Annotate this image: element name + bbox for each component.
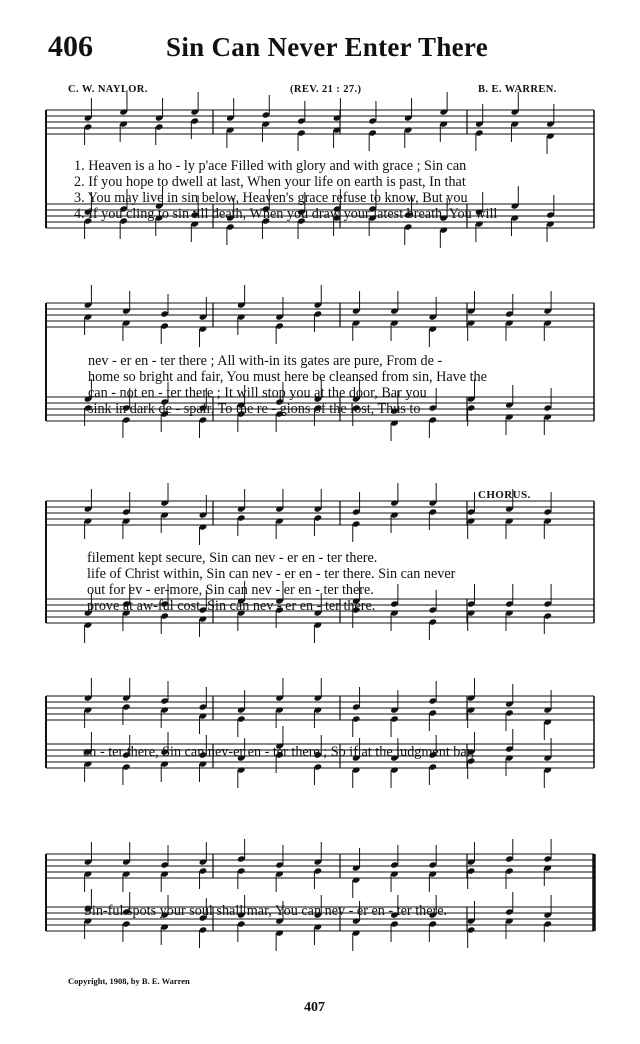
composer-credit: B. E. WARREN.: [478, 84, 557, 95]
system-1-verse-1: 1. Heaven is a ho - ly p'ace Filled with glory and with grace ; Sin can: [74, 158, 467, 174]
system-3-verse-2: life of Christ within, Sin can nev - er en - ter there. Sin can never: [87, 566, 456, 582]
system-1-verse-2: 2. If you hope to dwell at last, When your life on earth is past, In that: [74, 174, 466, 190]
system-3-verse-1: filement kept secure, Sin can nev - er en - ter there.: [87, 550, 378, 566]
hymn-number: 406: [48, 30, 93, 63]
system-5-chorus-line: Sin-ful spots your soul shall mar, You can nev - er en - ter there.: [84, 903, 448, 919]
system-4-chorus-line: en - ter there, Sin can nev-er en - ter there ; So if at the judgment bar,: [83, 744, 475, 760]
system-2-verse-3: can - not en - ter there ; It will stop you at the door, Bar you: [88, 385, 427, 401]
system-1-verse-3: 3. You may live in sin below, Heaven's grace refuse to know, But you: [74, 190, 468, 206]
system-2-verse-4: sink in dark de - spair, To the re - gions of the lost, Thus to: [88, 401, 421, 417]
system-2-verse-2: home so bright and fair, You must here be cleansed from sin, Have the: [88, 369, 487, 385]
page-number: 407: [304, 1000, 325, 1015]
scripture-reference: (REV. 21 : 27.): [290, 84, 362, 95]
system-2-verse-1: nev - er en - ter there ; All with-in its gates are pure, From de -: [88, 353, 443, 369]
copyright-notice: Copyright, 1908, by B. E. Warren: [68, 976, 190, 986]
system-3-verse-3: out for ev - er-more, Sin can nev - er en - ter there.: [87, 582, 374, 598]
hymn-title: Sin Can Never Enter There: [166, 32, 489, 62]
lyricist-credit: C. W. NAYLOR.: [68, 84, 148, 95]
chorus-label: CHORUS.: [478, 489, 531, 501]
system-3-verse-4: prove at aw-ful cost, Sin can nev - er en - ter there.: [87, 598, 376, 614]
system-1-verse-4: 4. If you cling to sin till death, When you draw your latest breath, You will: [74, 206, 498, 222]
